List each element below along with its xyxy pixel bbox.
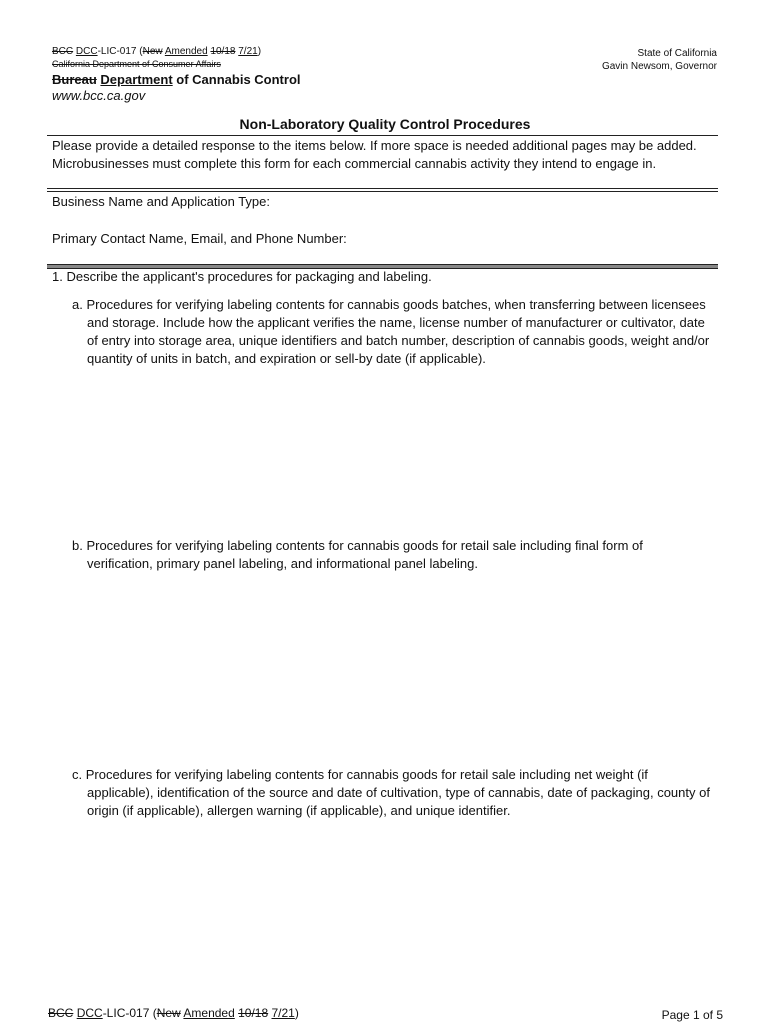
footer-date-struck: 10/18 [238,1006,269,1020]
question-1: 1. Describe the applicant's procedures for packaging and labeling. [52,269,432,284]
footer-form-code-new: DCC [76,1006,103,1020]
footer-form-number: -LIC-017 ( [102,1006,157,1020]
agency-struck: Bureau [52,72,97,87]
footer-status-struck: New [156,1006,181,1020]
date-struck: 10/18 [210,46,236,57]
footer-close: ) [294,1006,299,1020]
old-department: California Department of Consumer Affairs [52,59,221,69]
item-c-text: c. Procedures for verifying labeling contents for cannabis goods for retail sale including net weight (if applicable), identification of the source and date of cultivation, type of cannabis, date of packaging, county of origin (if applicable), allergen warning (if applicable), and unique identifier. [72,767,710,818]
footer-form-code [48,1006,299,1020]
agency-name [52,72,301,88]
title-rule [47,135,718,136]
page-number: Page 1 of 5 [661,1008,723,1022]
form-code-close: ) [257,46,262,57]
intro-rule [47,188,718,192]
footer-status: Amended [183,1006,235,1020]
intro-text: Please provide a detailed response to the items below. If more space is needed additional pages may be added. Microbusinesses must complete this form for each commercial cannabis activity they intend to engage in. [52,138,697,171]
form-code-line [52,46,301,58]
item-c [72,766,712,820]
form-code-struck: BCC [52,46,74,57]
header-left [52,46,301,104]
agency-rest: of Cannabis Control [172,72,301,87]
footer-date: 7/21 [271,1006,295,1020]
form-code: DCC [75,46,98,57]
business-name-field: Business Name and Application Type: [52,194,271,209]
form-number: -LIC-017 ( [97,46,143,57]
header-right [602,47,717,73]
item-a-text: a. Procedures for verifying labeling contents for cannabis goods batches, when transferring between licensees and storage. Include how the applicant verifies the name, license number of manufacturer or cultivator, date of entry into storage area, unique identifiers and batch number, description of cannabis goods, weight and/or quantity of units in batch, and expiration or sell-by date (if applicable). [72,297,710,366]
page-title: Non-Laboratory Quality Control Procedures [239,116,531,132]
footer-form-code-struck: BCC [48,1006,74,1020]
item-b-text: b. Procedures for verifying labeling contents for cannabis goods for retail sale including final form of verification, primary panel labeling, and informational panel labeling. [72,538,643,571]
item-a [72,296,712,368]
state-name: State of California [637,48,717,59]
status: Amended [164,46,208,57]
status-struck: New [142,46,163,57]
primary-contact-field: Primary Contact Name, Email, and Phone Number: [52,231,347,246]
website-link[interactable]: www.bcc.ca.gov [52,88,146,103]
governor-name: Gavin Newsom, Governor [601,61,717,72]
item-b [72,537,712,573]
agency-word: Department [100,72,173,87]
date: 7/21 [238,46,258,57]
